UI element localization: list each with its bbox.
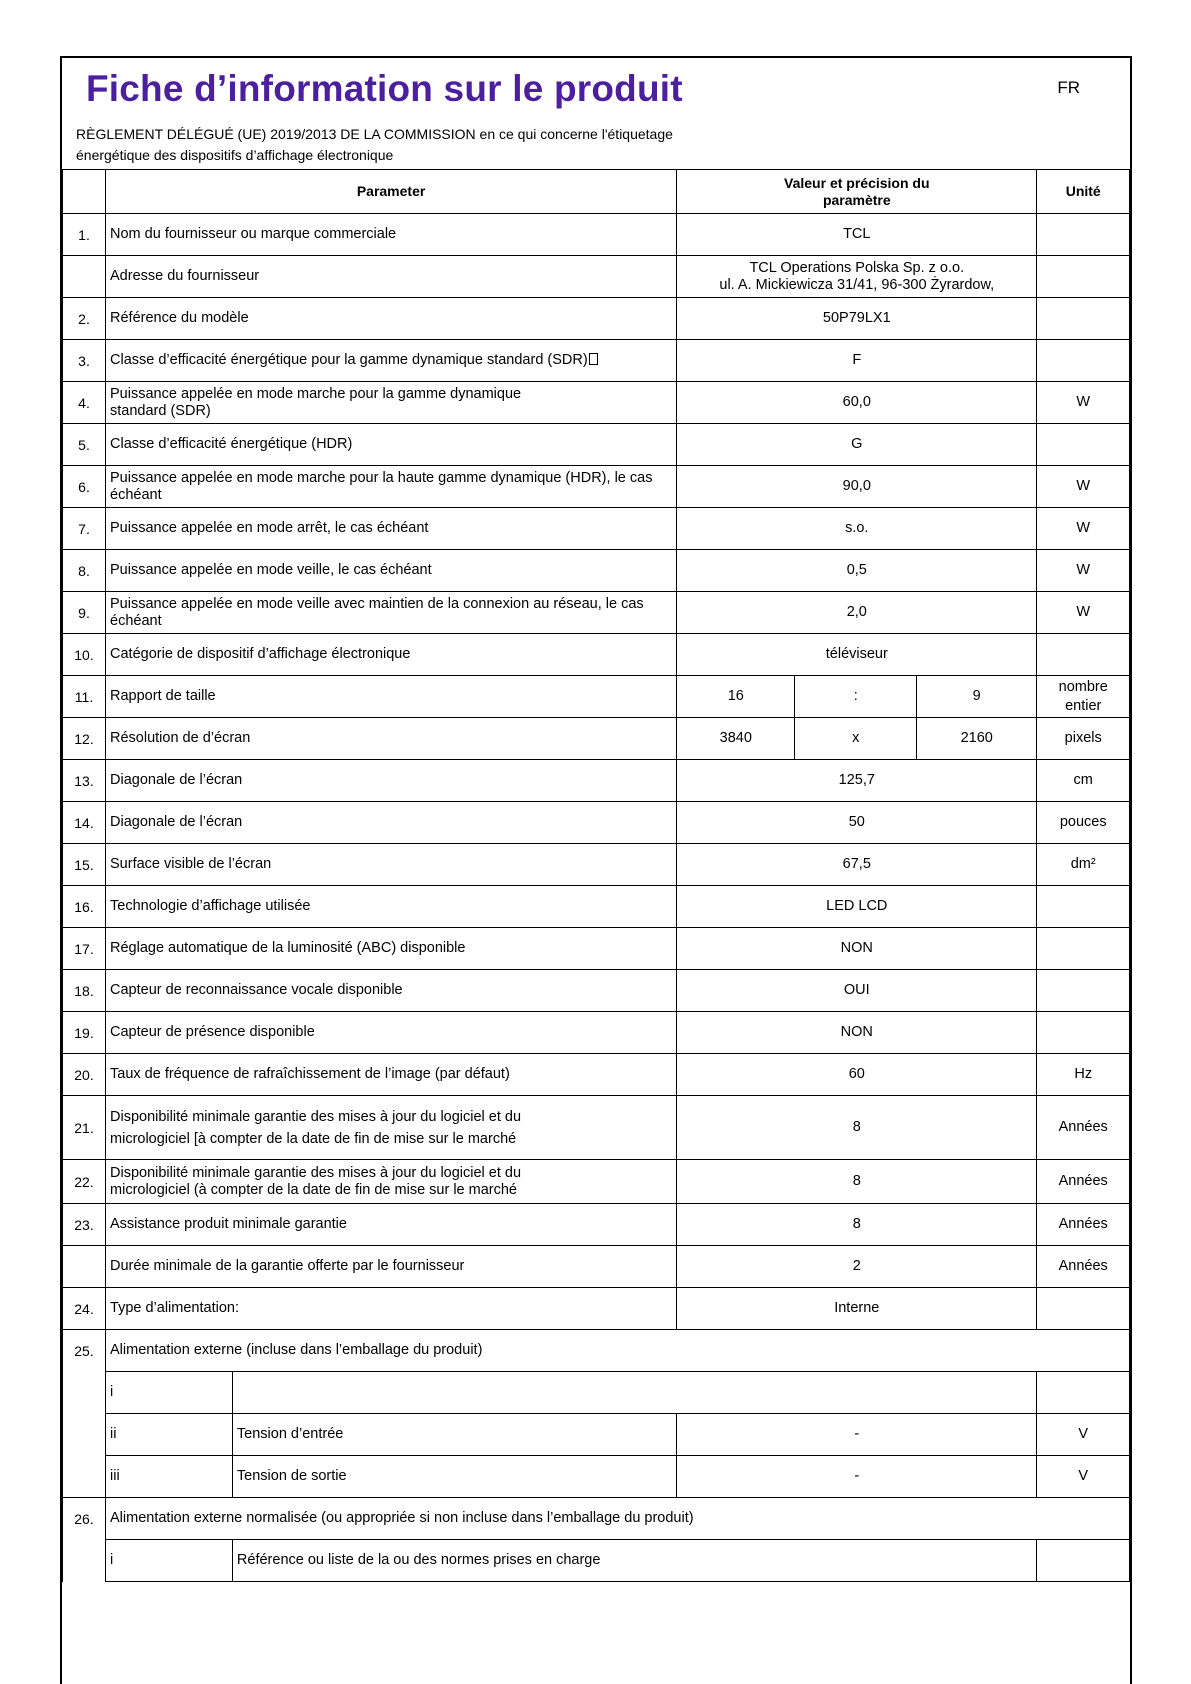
- sub-parameter: Référence ou liste de la ou des normes prises en charge: [232, 1540, 1037, 1582]
- row-number: 24.: [63, 1288, 106, 1330]
- row-value: téléviseur: [677, 634, 1037, 676]
- row-value: 8: [677, 1160, 1037, 1204]
- row-unit: W: [1037, 592, 1130, 634]
- table-row: [63, 1246, 1130, 1288]
- row-number: 13.: [63, 760, 106, 802]
- sub-index: i: [106, 1372, 233, 1414]
- table-row: [63, 298, 1130, 340]
- table-row: [63, 382, 1130, 424]
- unit-line: nombre: [1058, 678, 1108, 695]
- sub-row: [63, 1414, 1130, 1456]
- row-number: 7.: [63, 508, 106, 550]
- table-header-row: [63, 170, 1130, 214]
- row-number: 4.: [63, 382, 106, 424]
- row-number: 17.: [63, 928, 106, 970]
- table-row: [63, 760, 1130, 802]
- row-unit: W: [1037, 466, 1130, 508]
- sub-index: i: [106, 1540, 233, 1582]
- row-parameter: [106, 340, 677, 382]
- sub-parameter: [232, 1372, 1037, 1414]
- row-parameter: Catégorie de dispositif d’affichage électronique: [106, 634, 677, 676]
- product-information-sheet: [60, 56, 1132, 1684]
- table-row: [63, 802, 1130, 844]
- row-value: -: [677, 1456, 1037, 1498]
- resolution-separator: x: [795, 718, 917, 760]
- header-unit: Unité: [1037, 170, 1130, 214]
- row-number: 11.: [63, 676, 106, 718]
- row-number: 14.: [63, 802, 106, 844]
- row-unit: [1037, 424, 1130, 466]
- row-value: 8: [677, 1204, 1037, 1246]
- row-unit: [1037, 214, 1130, 256]
- row-number: [63, 1372, 106, 1414]
- ratio-width: 16: [677, 676, 795, 718]
- address-line: ul. A. Mickiewicza 31/41, 96-300 Żyrardow,: [719, 276, 995, 293]
- row-parameter: Surface visible de l’écran: [106, 844, 677, 886]
- ratio-separator: :: [795, 676, 917, 718]
- row-parameter: Capteur de reconnaissance vocale disponible: [106, 970, 677, 1012]
- table-row: [63, 1054, 1130, 1096]
- header-parameter: Parameter: [106, 170, 677, 214]
- row-number: 6.: [63, 466, 106, 508]
- row-parameter: Capteur de présence disponible: [106, 1012, 677, 1054]
- row-value: 50P79LX1: [677, 298, 1037, 340]
- row-parameter: Nom du fournisseur ou marque commerciale: [106, 214, 677, 256]
- row-number: [63, 1456, 106, 1498]
- row-unit: [1037, 340, 1130, 382]
- row-value: TCL: [677, 214, 1037, 256]
- row-parameter: Réglage automatique de la luminosité (ABC) disponible: [106, 928, 677, 970]
- row-parameter: Type d’alimentation:: [106, 1288, 677, 1330]
- sub-parameter: Tension de sortie: [232, 1456, 676, 1498]
- product-parameters-table: [62, 169, 1130, 1582]
- missing-glyph-icon: [589, 353, 598, 365]
- regulation-text: [76, 124, 776, 166]
- row-number: 16.: [63, 886, 106, 928]
- row-value: -: [677, 1414, 1037, 1456]
- row-value: 50: [677, 802, 1037, 844]
- row-parameter: Diagonale de l’écran: [106, 760, 677, 802]
- sub-row: [63, 1540, 1130, 1582]
- row-value: 90,0: [677, 466, 1037, 508]
- row-parameter: Adresse du fournisseur: [106, 256, 677, 298]
- row-unit: Hz: [1037, 1054, 1130, 1096]
- section-title: Alimentation externe normalisée (ou appropriée si non incluse dans l’emballage du produit): [106, 1498, 1130, 1540]
- row-number: [63, 1414, 106, 1456]
- regulation-line: RÈGLEMENT DÉLÉGUÉ (UE) 2019/2013 DE LA COMMISSION en ce qui concerne l'étiquetage: [76, 126, 673, 142]
- table-row: [63, 886, 1130, 928]
- row-value: s.o.: [677, 508, 1037, 550]
- section-row: [63, 1498, 1130, 1540]
- resolution-width: 3840: [677, 718, 795, 760]
- regulation-line: énergétique des dispositifs d’affichage électronique: [76, 147, 394, 163]
- row-parameter: Diagonale de l’écran: [106, 802, 677, 844]
- row-value: 125,7: [677, 760, 1037, 802]
- unit-line: entier: [1065, 697, 1102, 714]
- header-value-line: Valeur et précision du: [784, 174, 930, 191]
- row-value: G: [677, 424, 1037, 466]
- sub-index: ii: [106, 1414, 233, 1456]
- row-parameter: Puissance appelée en mode marche pour la gamme dynamique standard (SDR): [106, 382, 677, 424]
- row-value: 0,5: [677, 550, 1037, 592]
- table-row: [63, 1204, 1130, 1246]
- table-row: [63, 1012, 1130, 1054]
- table-row: [63, 466, 1130, 508]
- row-number: 18.: [63, 970, 106, 1012]
- row-parameter: Taux de fréquence de rafraîchissement de l’image (par défaut): [106, 1054, 677, 1096]
- row-unit: [1037, 1540, 1130, 1582]
- section-title: Alimentation externe (incluse dans l’emballage du produit): [106, 1330, 1130, 1372]
- language-code: FR: [1057, 78, 1080, 97]
- row-number: 5.: [63, 424, 106, 466]
- sub-row: [63, 1456, 1130, 1498]
- table-row: [63, 844, 1130, 886]
- row-unit: [1037, 1288, 1130, 1330]
- row-unit: W: [1037, 508, 1130, 550]
- row-value: [677, 256, 1037, 298]
- row-number: [63, 1246, 106, 1288]
- row-parameter: Référence du modèle: [106, 298, 677, 340]
- row-parameter: Rapport de taille: [106, 676, 677, 718]
- row-number: [63, 1540, 106, 1582]
- row-unit: [1037, 676, 1130, 718]
- table-row: [63, 592, 1130, 634]
- sub-row: [63, 1372, 1130, 1414]
- row-value: F: [677, 340, 1037, 382]
- sub-parameter: Tension d’entrée: [232, 1414, 676, 1456]
- row-parameter: Résolution de d’écran: [106, 718, 677, 760]
- row-unit: [1037, 1012, 1130, 1054]
- resolution-height: 2160: [916, 718, 1036, 760]
- row-value: 60,0: [677, 382, 1037, 424]
- row-unit: pixels: [1037, 718, 1130, 760]
- row-unit: cm: [1037, 760, 1130, 802]
- row-number: [63, 256, 106, 298]
- table-row: [63, 928, 1130, 970]
- row-number: 15.: [63, 844, 106, 886]
- row-unit: [1037, 886, 1130, 928]
- row-number: 19.: [63, 1012, 106, 1054]
- row-value: 8: [677, 1096, 1037, 1160]
- row-unit: Années: [1037, 1096, 1130, 1160]
- table-row: [63, 508, 1130, 550]
- header-value-line: paramètre: [822, 191, 891, 208]
- row-number: 1.: [63, 214, 106, 256]
- table-row: [63, 424, 1130, 466]
- row-value: Interne: [677, 1288, 1037, 1330]
- page-title: Fiche d’information sur le produit: [86, 68, 683, 109]
- row-number: 26.: [63, 1498, 106, 1540]
- row-number: 8.: [63, 550, 106, 592]
- header-value: [677, 170, 1037, 214]
- row-unit: [1037, 256, 1130, 298]
- table-row: [63, 550, 1130, 592]
- table-row: [63, 256, 1130, 298]
- row-unit: pouces: [1037, 802, 1130, 844]
- table-row: [63, 1096, 1130, 1160]
- row-unit: dm²: [1037, 844, 1130, 886]
- row-parameter: Assistance produit minimale garantie: [106, 1204, 677, 1246]
- row-number: 10.: [63, 634, 106, 676]
- table-row: [63, 634, 1130, 676]
- row-parameter: Puissance appelée en mode veille, le cas échéant: [106, 550, 677, 592]
- row-number: 9.: [63, 592, 106, 634]
- row-unit: V: [1037, 1456, 1130, 1498]
- row-value: 2,0: [677, 592, 1037, 634]
- row-value: NON: [677, 928, 1037, 970]
- row-value: 60: [677, 1054, 1037, 1096]
- row-number: 22.: [63, 1160, 106, 1204]
- table-row: [63, 718, 1130, 760]
- row-unit: V: [1037, 1414, 1130, 1456]
- table-row: [63, 676, 1130, 718]
- row-value: LED LCD: [677, 886, 1037, 928]
- row-unit: [1037, 298, 1130, 340]
- row-unit: Années: [1037, 1160, 1130, 1204]
- row-parameter: Puissance appelée en mode veille avec maintien de la connexion au réseau, le cas échéant: [106, 592, 677, 634]
- row-parameter: Puissance appelée en mode arrêt, le cas échéant: [106, 508, 677, 550]
- row-number: 25.: [63, 1330, 106, 1372]
- table-row: [63, 970, 1130, 1012]
- table-row: [63, 1288, 1130, 1330]
- row-value: NON: [677, 1012, 1037, 1054]
- row-number: 2.: [63, 298, 106, 340]
- section-row: [63, 1330, 1130, 1372]
- row-parameter-text: Classe d’efficacité énergétique pour la gamme dynamique standard (SDR): [110, 352, 588, 368]
- row-value: 2: [677, 1246, 1037, 1288]
- row-unit: [1037, 970, 1130, 1012]
- table-row: [63, 340, 1130, 382]
- row-unit: W: [1037, 382, 1130, 424]
- row-unit: Années: [1037, 1204, 1130, 1246]
- row-parameter: Puissance appelée en mode marche pour la haute gamme dynamique (HDR), le cas échéant: [106, 466, 677, 508]
- row-parameter: Durée minimale de la garantie offerte par le fournisseur: [106, 1246, 677, 1288]
- row-unit: [1037, 634, 1130, 676]
- row-parameter: Technologie d’affichage utilisée: [106, 886, 677, 928]
- row-unit: [1037, 928, 1130, 970]
- row-unit: W: [1037, 550, 1130, 592]
- row-parameter: Classe d’efficacité énergétique (HDR): [106, 424, 677, 466]
- ratio-height: 9: [916, 676, 1036, 718]
- row-unit: [1037, 1372, 1130, 1414]
- row-value: 67,5: [677, 844, 1037, 886]
- table-row: [63, 214, 1130, 256]
- row-value: OUI: [677, 970, 1037, 1012]
- address-line: TCL Operations Polska Sp. z o.o.: [749, 259, 965, 276]
- header-num-cell: [63, 170, 106, 214]
- row-unit: Années: [1037, 1246, 1130, 1288]
- table-row: [63, 1160, 1130, 1204]
- row-number: 21.: [63, 1096, 106, 1160]
- row-number: 23.: [63, 1204, 106, 1246]
- row-number: 3.: [63, 340, 106, 382]
- row-number: 20.: [63, 1054, 106, 1096]
- row-number: 12.: [63, 718, 106, 760]
- row-parameter: Disponibilité minimale garantie des mises à jour du logiciel et du micrologiciel (à compter de la date de fin de mise sur le marché: [106, 1160, 677, 1204]
- row-parameter: Disponibilité minimale garantie des mises à jour du logiciel et du micrologiciel [à compter de la date de fin de mise sur le marché: [106, 1096, 677, 1160]
- sub-index: iii: [106, 1456, 233, 1498]
